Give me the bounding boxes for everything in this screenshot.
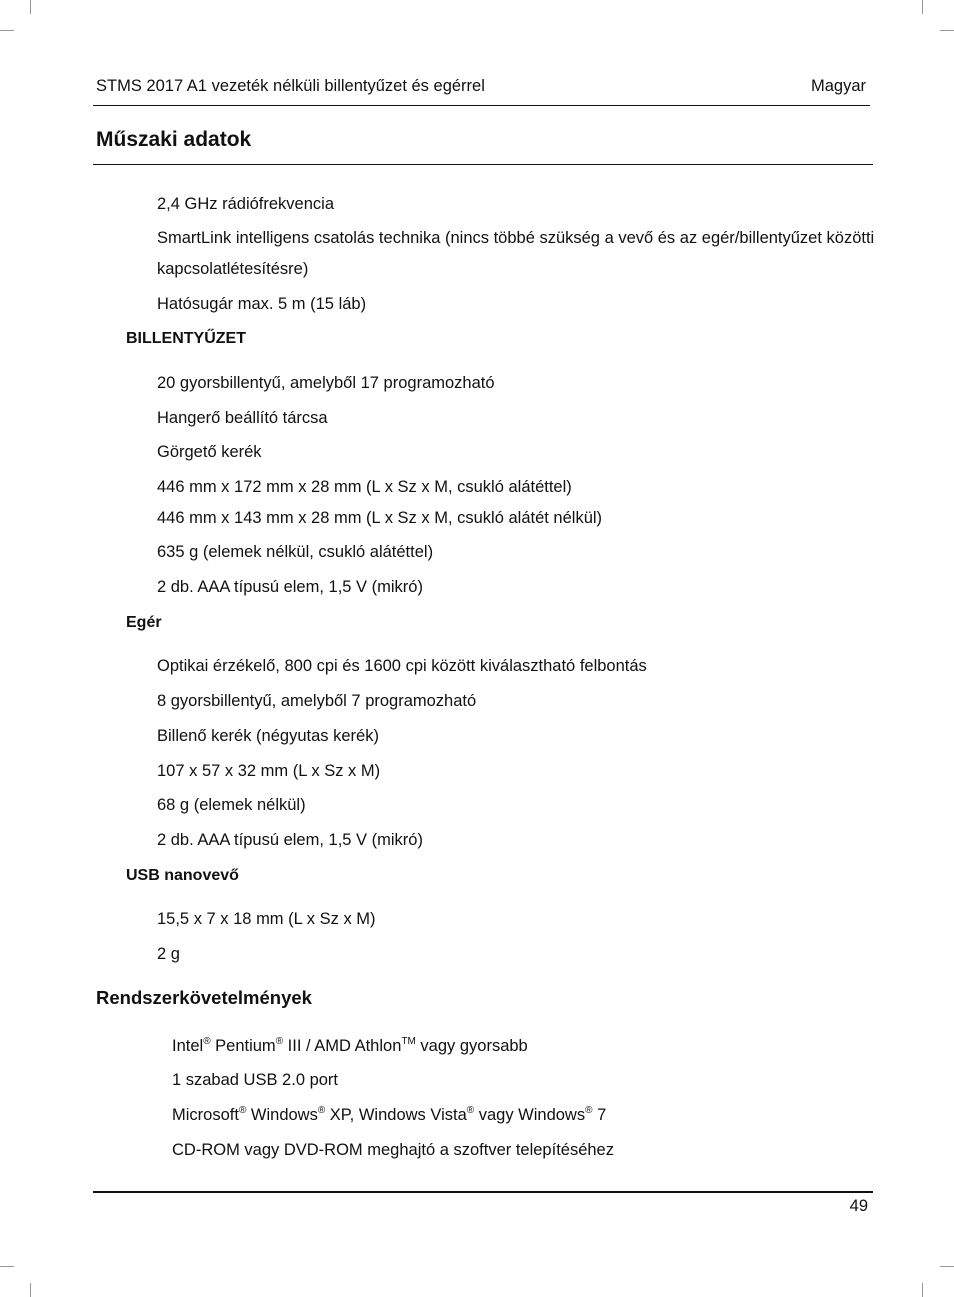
header-divider [93,105,870,106]
keyboard-spec: 2 db. AAA típusú elem, 1,5 V (mikró) [157,578,423,596]
req-text: vagy gyorsabb [415,1037,528,1055]
req-text: Microsoft [172,1106,239,1124]
crop-mark [922,0,923,14]
registered-mark: ® [466,1104,475,1116]
receiver-heading: USB nanovevő [126,867,239,884]
requirements-heading: Rendszerkövetelmények [96,987,312,1008]
trademark-mark: TM [401,1035,416,1047]
registered-mark: ® [317,1104,326,1116]
keyboard-spec: 20 gyorsbillentyű, amelyből 17 programozható [157,374,495,392]
receiver-spec: 2 g [157,945,180,963]
keyboard-spec: 446 mm x 172 mm x 28 mm (L x Sz x M, csukló alátéttel) [157,478,572,496]
req-text: Pentium [210,1037,276,1055]
mouse-heading: Egér [126,614,162,631]
keyboard-spec: Hangerő beállító tárcsa [157,409,328,427]
req-text: III / AMD Athlon [283,1037,402,1055]
spec-line: SmartLink intelligens csatolás technika (nincs többé szükség a vevő és az egér/billentyűzet közötti [157,229,875,247]
req-text: Intel [172,1037,204,1055]
registered-mark: ® [275,1035,284,1047]
receiver-spec: 15,5 x 7 x 18 mm (L x Sz x M) [157,910,376,928]
keyboard-heading: BILLENTYŰZET [126,330,246,347]
crop-mark [30,0,31,14]
requirement-os [172,1106,606,1125]
req-text: vagy Windows [474,1106,586,1124]
keyboard-spec: Görgető kerék [157,443,262,461]
requirement-usb: 1 szabad USB 2.0 port [172,1071,339,1089]
spec-line: kapcsolatlétesítésre) [157,260,309,278]
header-title: STMS 2017 A1 vezeték nélküli billentyűzet és egérrel [96,77,485,95]
header-language: Magyar [810,77,866,95]
mouse-spec: 107 x 57 x 32 mm (L x Sz x M) [157,762,381,780]
crop-mark [940,1266,954,1267]
req-text: 7 [592,1106,607,1124]
crop-mark [0,30,14,31]
crop-mark [30,1283,31,1297]
mouse-spec: 68 g (elemek nélkül) [157,796,306,814]
section-title: Műszaki adatok [96,128,252,151]
mouse-spec: 2 db. AAA típusú elem, 1,5 V (mikró) [157,831,423,849]
crop-mark [922,1283,923,1297]
req-text: Windows [246,1106,318,1124]
keyboard-spec: 635 g (elemek nélkül, csukló alátéttel) [157,543,434,561]
footer-divider [93,1191,873,1193]
spec-line: Hatósugár max. 5 m (15 láb) [157,295,367,313]
mouse-spec: Optikai érzékelő, 800 cpi és 1600 cpi között kiválasztható felbontás [157,657,647,675]
keyboard-spec: 446 mm x 143 mm x 28 mm (L x Sz x M, csukló alátét nélkül) [157,509,603,527]
requirement-drive: CD-ROM vagy DVD-ROM meghajtó a szoftver telepítéséhez [172,1141,614,1159]
page-number: 49 [849,1197,868,1215]
req-text: XP, Windows Vista [325,1106,467,1124]
crop-mark [0,1266,14,1267]
registered-mark: ® [203,1035,211,1047]
requirement-cpu [172,1037,528,1056]
spec-line: 2,4 GHz rádiófrekvencia [157,195,334,213]
mouse-spec: 8 gyorsbillentyű, amelyből 7 programozható [157,692,477,710]
crop-mark [940,30,954,31]
title-divider [93,164,873,165]
mouse-spec: Billenő kerék (négyutas kerék) [157,727,379,745]
registered-mark: ® [585,1104,593,1116]
registered-mark: ® [238,1104,247,1116]
